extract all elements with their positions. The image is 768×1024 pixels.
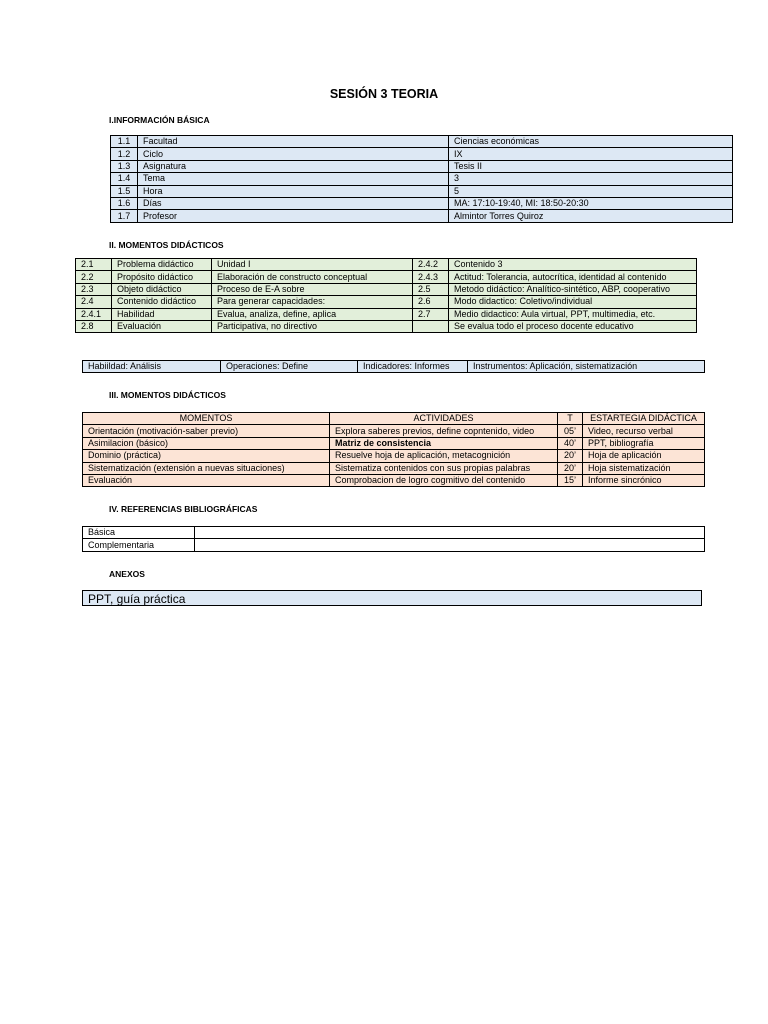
didactic-moments-body: [76, 259, 697, 333]
activity-actividad: Matriz de consistencia: [330, 437, 558, 449]
didactic-moments-table: [75, 258, 697, 333]
reference-label: Complementaria: [83, 539, 195, 551]
row-value-left: Proceso de E-A sobre: [212, 283, 413, 295]
row-label-left: Habilidad: [112, 308, 212, 320]
reference-row: [83, 539, 705, 551]
row-label-left: Evaluación: [112, 320, 212, 332]
basic-info-row: [111, 136, 733, 148]
row-label-left: Problema didáctico: [112, 259, 212, 271]
reference-row: [83, 527, 705, 539]
skills-table: [82, 360, 705, 373]
row-label: Facultad: [138, 136, 449, 148]
row-label-left: Contenido didáctico: [112, 296, 212, 308]
reference-label: Básica: [83, 527, 195, 539]
basic-info-row: [111, 210, 733, 222]
header-actividades: ACTIVIDADES: [330, 413, 558, 425]
row-value-right: Se evalua todo el proceso docente educativo: [449, 320, 697, 332]
activity-estrategia: Video, recurso verbal: [583, 425, 705, 437]
header-t: T: [558, 413, 583, 425]
row-label: Ciclo: [138, 148, 449, 160]
activity-momento: Dominio (práctica): [83, 450, 330, 462]
row-number-left: 2.4: [76, 296, 112, 308]
skill-instrumentos: Instrumentos: Aplicación, sistematización: [468, 361, 705, 373]
basic-info-row: [111, 173, 733, 185]
activities-table: [82, 412, 705, 487]
row-number-left: 2.4.1: [76, 308, 112, 320]
row-number: 1.6: [111, 197, 138, 209]
references-table: [82, 526, 705, 552]
activity-momento: Asimilacion (básico): [83, 437, 330, 449]
row-number-right: 2.4.2: [413, 259, 449, 271]
basic-info-body: [111, 136, 733, 223]
activity-estrategia: PPT, bibliografía: [583, 437, 705, 449]
row-value-right: Actitud: Tolerancia, autocrítica, identidad al contenido: [449, 271, 697, 283]
didactic-row: [76, 320, 697, 332]
activities-header-row: [83, 413, 705, 425]
activity-time: 40’: [558, 437, 583, 449]
activity-actividad: Comprobacion de logro cogmitivo del contenido: [330, 474, 558, 486]
skills-row: [83, 361, 705, 373]
activity-time: 05’: [558, 425, 583, 437]
row-number: 1.2: [111, 148, 138, 160]
row-value-left: Participativa, no directivo: [212, 320, 413, 332]
activity-row: [83, 437, 705, 449]
activity-momento: Orientación (motivación-saber previo): [83, 425, 330, 437]
row-number-right: 2.4.3: [413, 271, 449, 283]
activity-momento: Sistematización (extensión a nuevas situaciones): [83, 462, 330, 474]
activity-time: 20’: [558, 450, 583, 462]
row-value: Ciencias económicas: [449, 136, 733, 148]
didactic-row: [76, 283, 697, 295]
activity-time: 15’: [558, 474, 583, 486]
row-label-left: Propósito didáctico: [112, 271, 212, 283]
section-4-heading: IV. REFERENCIAS BIBLIOGRÁFICAS: [109, 504, 258, 514]
row-label: Tema: [138, 173, 449, 185]
row-value: Tesis II: [449, 160, 733, 172]
row-number: 1.1: [111, 136, 138, 148]
activity-row: [83, 462, 705, 474]
basic-info-row: [111, 148, 733, 160]
basic-info-row: [111, 185, 733, 197]
skill-operaciones: Operaciones: Define: [221, 361, 358, 373]
section-1-heading: I.INFORMACIÓN BÁSICA: [109, 115, 210, 125]
row-value-right: Modo didactico: Coletivo/individual: [449, 296, 697, 308]
header-estrategia: ESTARTEGIA DIDÁCTICA: [583, 413, 705, 425]
didactic-row: [76, 308, 697, 320]
activity-estrategia: Informe sincrónico: [583, 474, 705, 486]
row-label-left: Objeto didáctico: [112, 283, 212, 295]
row-number-right: 2.6: [413, 296, 449, 308]
activities-body: [83, 413, 705, 487]
activity-estrategia: Hoja sistematización: [583, 462, 705, 474]
didactic-row: [76, 259, 697, 271]
row-value-left: Elaboración de constructo conceptual: [212, 271, 413, 283]
row-value-right: Medio didactico: Aula virtual, PPT, multimedia, etc.: [449, 308, 697, 320]
activity-row: [83, 450, 705, 462]
row-label: Hora: [138, 185, 449, 197]
row-number: 1.5: [111, 185, 138, 197]
row-number-right: 2.5: [413, 283, 449, 295]
activity-momento: Evaluación: [83, 474, 330, 486]
activity-estrategia: Hoja de aplicación: [583, 450, 705, 462]
row-value-left: Unidad I: [212, 259, 413, 271]
didactic-row: [76, 271, 697, 283]
basic-info-table: [110, 135, 733, 223]
row-label: Días: [138, 197, 449, 209]
anexos-box: PPT, guía práctica: [82, 590, 702, 606]
activity-time: 20’: [558, 462, 583, 474]
anexos-heading: ANEXOS: [109, 569, 145, 579]
activity-actividad: Explora saberes previos, define copntenido, video: [330, 425, 558, 437]
row-number-left: 2.1: [76, 259, 112, 271]
skill-indicadores: Indicadores: Informes: [358, 361, 468, 373]
row-value-left: Para generar capacidades:: [212, 296, 413, 308]
row-value: MA: 17:10-19:40, MI: 18:50-20:30: [449, 197, 733, 209]
row-number: 1.7: [111, 210, 138, 222]
reference-value: [195, 539, 705, 551]
row-number: 1.4: [111, 173, 138, 185]
row-value-left: Evalua, analiza, define, aplica: [212, 308, 413, 320]
references-body: [83, 527, 705, 552]
row-value-right: Contenido 3: [449, 259, 697, 271]
row-value: Almintor Torres Quiroz: [449, 210, 733, 222]
activity-actividad: Resuelve hoja de aplicación, metacognición: [330, 450, 558, 462]
row-label: Asignatura: [138, 160, 449, 172]
row-number-right: [413, 320, 449, 332]
reference-value: [195, 527, 705, 539]
activity-actividad: Sistematiza contenidos con sus propias palabras: [330, 462, 558, 474]
row-number-left: 2.2: [76, 271, 112, 283]
basic-info-row: [111, 197, 733, 209]
row-number: 1.3: [111, 160, 138, 172]
didactic-row: [76, 296, 697, 308]
skill-habilidad: Habiildad: Análisis: [83, 361, 221, 373]
row-value: 3: [449, 173, 733, 185]
section-2-heading: II. MOMENTOS DIDÁCTICOS: [109, 240, 224, 250]
row-number-left: 2.8: [76, 320, 112, 332]
activity-row: [83, 425, 705, 437]
basic-info-row: [111, 160, 733, 172]
row-number-right: 2.7: [413, 308, 449, 320]
row-value-right: Metodo didáctico: Analítico-sintético, ABP, cooperativo: [449, 283, 697, 295]
row-value: 5: [449, 185, 733, 197]
row-label: Profesor: [138, 210, 449, 222]
header-momentos: MOMENTOS: [83, 413, 330, 425]
section-3-heading: III. MOMENTOS DIDÁCTICOS: [109, 390, 226, 400]
page-title: SESIÓN 3 TEORIA: [329, 87, 439, 101]
row-number-left: 2.3: [76, 283, 112, 295]
activity-row: [83, 474, 705, 486]
row-value: IX: [449, 148, 733, 160]
